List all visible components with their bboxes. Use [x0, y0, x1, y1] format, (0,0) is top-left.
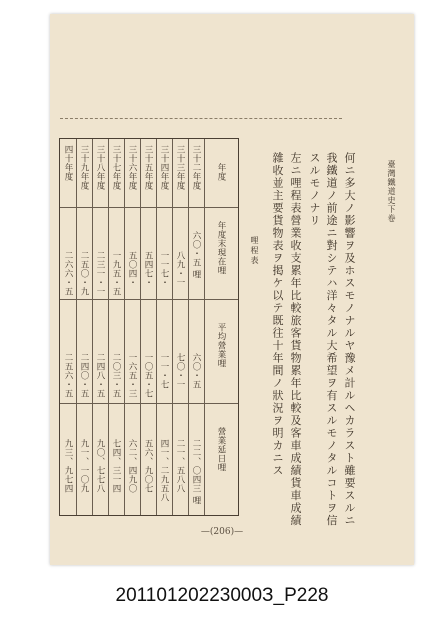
table-row-year: 三十九年度	[79, 145, 89, 190]
table-cell-end-mileage: 二六六・五	[63, 251, 73, 296]
header-year: 年度	[216, 163, 226, 181]
text-line-1: 何ニ多大ノ影響ヲ及ホスモノナルヤ豫メ計ルヘカラスト雖要スルニ	[343, 152, 356, 527]
table-row-year: 三十八年度	[95, 145, 105, 190]
header-avg-mileage: 平均營業哩	[216, 323, 226, 368]
table-cell-end-mileage: 二五〇・九	[79, 251, 89, 296]
table-cell-day-mileage: 四一、二九五八	[159, 439, 169, 502]
table-cell-end-mileage: 一一七・	[159, 251, 169, 287]
table-cell-day-mileage: 七四、三一四	[111, 439, 121, 493]
table-cell-end-mileage: 二三一・一	[95, 251, 105, 296]
header-day-mileage: 營業延日哩	[216, 427, 226, 472]
section-title: 哩程表	[250, 236, 259, 266]
table-cell-day-mileage: 九三、九七四	[63, 439, 73, 493]
table-cell-end-mileage: 五四七・	[143, 251, 153, 287]
table-row-year: 三十二年度	[191, 145, 201, 190]
table-cell-day-mileage: 二一、五八八	[175, 439, 185, 493]
table-cell-end-mileage: 六〇・五 哩	[191, 231, 201, 280]
text-line-4: 左ニ哩程表營業收支累年比較旅客貨物累年比較及客車成績貨車成績	[289, 152, 302, 527]
text-line-3: スルモノナリ	[308, 152, 321, 227]
table-cell-avg-mileage: 一六五・三	[127, 353, 137, 398]
table-cell-avg-mileage: 七〇・一	[175, 353, 185, 389]
table-cell-avg-mileage: 二五六・五	[63, 353, 73, 398]
table-cell-end-mileage: 五〇四・	[127, 251, 137, 287]
table-cell-avg-mileage: 二四〇・五	[79, 353, 89, 398]
table-cell-avg-mileage: 一一・七	[159, 353, 169, 389]
table-cell-day-mileage: 二二、〇四三 哩	[191, 439, 201, 506]
table-cell-avg-mileage: 二四八・五	[95, 353, 105, 398]
table-cell-day-mileage: 九〇、七七八	[95, 439, 105, 493]
table-row-year: 三十七年度	[111, 145, 121, 190]
decorative-rule	[60, 118, 342, 119]
table-cell-avg-mileage: 一〇五・七	[143, 353, 153, 398]
table-row-year: 四十年度	[63, 145, 73, 181]
table-row-year: 三十六年度	[127, 145, 137, 190]
table-cell-end-mileage: 一九五・五	[111, 251, 121, 296]
page-number: —(206)—	[200, 527, 244, 537]
header-end-mileage: 年度末現在哩	[216, 221, 226, 275]
table-cell-avg-mileage: 二〇三・五	[111, 353, 121, 398]
table-cell-avg-mileage: 六〇・五	[191, 353, 201, 389]
table-row-year: 三十三年度	[175, 145, 185, 190]
table-cell-end-mileage: 八九・一	[175, 251, 185, 287]
image-id-caption: 20110120223000З_P228	[115, 585, 329, 606]
running-header: 臺灣鐵道史下卷	[387, 160, 396, 223]
table-cell-day-mileage: 六二、四九〇	[127, 439, 137, 493]
table-row-year: 三十四年度	[159, 145, 169, 190]
text-line-2: 我鐵道ノ前途ニ對シテハ洋々タル大希望ヲ有スルモノタルコトヲ信	[325, 152, 338, 527]
table-cell-day-mileage: 九一、一〇九	[79, 439, 89, 493]
text-line-5: 雜收並主要貨物表ヲ掲ケ以テ既往十年間ノ狀況ヲ明カニス	[271, 152, 284, 477]
table-cell-day-mileage: 五六、九〇七	[143, 439, 153, 493]
mileage-table	[59, 138, 239, 516]
table-row-year: 三十五年度	[143, 145, 153, 190]
